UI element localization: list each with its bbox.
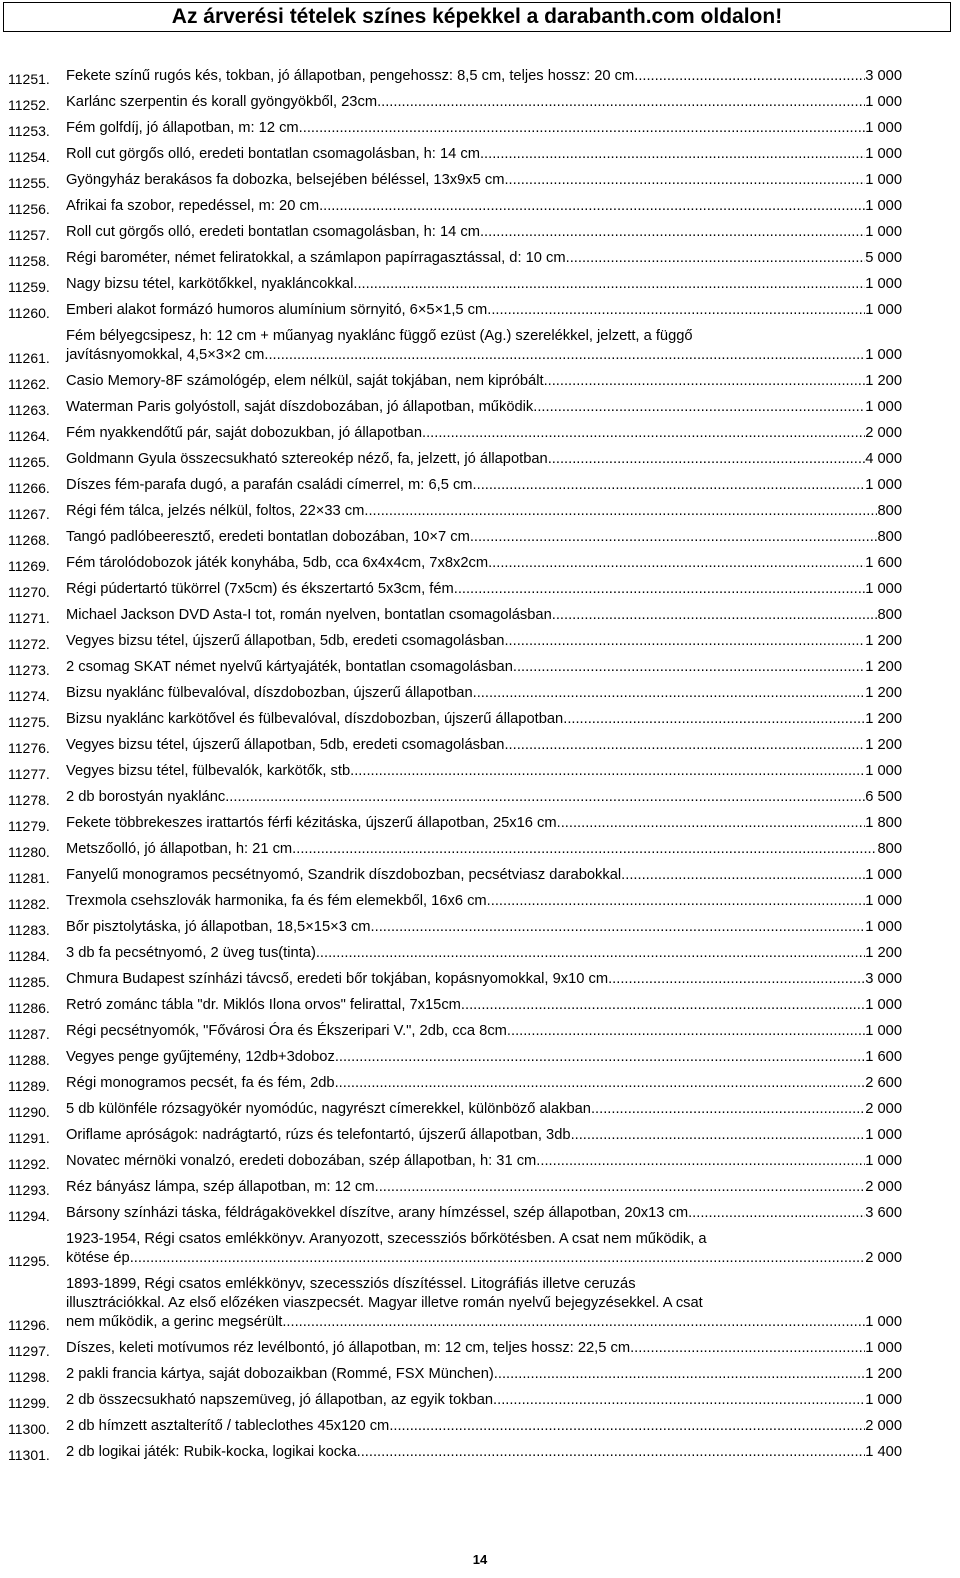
- auction-item: [0, 677, 960, 703]
- item-description: Fekete színű rugós kés, tokban, jó állapotban, pengehossz: 8,5 cm, teljes hossz: 20 cm: [66, 68, 635, 84]
- item-description: Díszes, keleti motívumos réz levélbontó, jó állapotban, m: 12 cm, teljes hossz: 22,5 cm: [66, 1340, 631, 1356]
- leader-dots: [493, 1391, 865, 1410]
- auction-item: [0, 1358, 960, 1384]
- item-number: 11300.: [8, 1421, 50, 1437]
- item-number: 11259.: [8, 279, 50, 295]
- item-description: Fanyelű monogramos pecsétnyomó, Szandrik díszdobozban, pecsétviasz darabokkal: [66, 867, 622, 883]
- item-number: 11264.: [8, 428, 50, 444]
- leader-dots: [377, 93, 865, 112]
- item-starting-price: 1 000: [865, 120, 902, 136]
- item-number: 11282.: [8, 896, 50, 912]
- item-description: Roll cut görgős olló, eredeti bontatlan csomagolásban, h: 14 cm: [66, 146, 480, 162]
- leader-dots: [473, 476, 866, 495]
- auction-item: [0, 320, 960, 365]
- item-starting-price: 1 000: [865, 763, 902, 779]
- item-starting-price: 1 200: [865, 373, 902, 389]
- item-number: 11285.: [8, 974, 50, 990]
- auction-item: [0, 1410, 960, 1436]
- item-starting-price: 1 000: [865, 1392, 902, 1408]
- item-number: 11275.: [8, 714, 50, 730]
- item-starting-price: 2 000: [865, 1250, 902, 1266]
- leader-dots: [552, 606, 878, 625]
- item-description-continued: nem működik, a gerinc megsérült.: [66, 1314, 287, 1330]
- item-description: Roll cut görgős olló, eredeti bontatlan csomagolásban, h: 14 cm: [66, 224, 480, 240]
- auction-item: [0, 651, 960, 677]
- item-number: 11261.: [8, 350, 50, 366]
- item-starting-price: 1 800: [865, 815, 902, 831]
- leader-dots: [316, 944, 865, 963]
- item-starting-price: 1 000: [865, 94, 902, 110]
- item-starting-price: 1 200: [865, 685, 902, 701]
- auction-item: [0, 1268, 960, 1332]
- item-starting-price: 800: [877, 529, 902, 545]
- leader-dots: [299, 119, 866, 138]
- item-description: Bizsu nyaklánc fülbevalóval, díszdobozban, újszerű állapotban: [66, 685, 473, 701]
- auction-item: [0, 781, 960, 807]
- auction-item: [0, 294, 960, 320]
- item-starting-price: 1 000: [865, 919, 902, 935]
- item-starting-price: 800: [877, 607, 902, 623]
- auction-item: [0, 60, 960, 86]
- auction-item: [0, 1223, 960, 1268]
- item-description: Vegyes penge gyűjtemény, 12db+3doboz: [66, 1049, 335, 1065]
- auction-item: [0, 911, 960, 937]
- leader-dots: [563, 710, 865, 729]
- item-description: 3 db fa pecsétnyomó, 2 üveg tus(tinta): [66, 945, 316, 961]
- auction-item: [0, 417, 960, 443]
- item-starting-price: 1 200: [865, 711, 902, 727]
- leader-dots: [621, 866, 865, 885]
- item-starting-price: 1 000: [865, 347, 902, 363]
- item-description: Bársony színházi táska, féldrágakövekkel díszítve, arany hímzéssel, szép állapotban, 20x13 cm: [66, 1205, 689, 1221]
- item-description: Retró zománc tábla "dr. Miklós Ilona orvos" felirattal, 7x15cm: [66, 997, 461, 1013]
- item-number: 11286.: [8, 1000, 50, 1016]
- item-description: 5 db különféle rózsagyökér nyomódúc, nagyrészt címerekkel, különböző alakban: [66, 1101, 591, 1117]
- leader-dots: [513, 658, 865, 677]
- item-number: 11279.: [8, 818, 50, 834]
- item-number: 11297.: [8, 1343, 50, 1359]
- item-starting-price: 1 000: [865, 893, 902, 909]
- item-description: Chmura Budapest színházi távcső, eredeti bőr tokjában, kopásnyomokkal, 9x10 cm: [66, 971, 609, 987]
- item-starting-price: 2 000: [865, 1179, 902, 1195]
- item-description: Vegyes bizsu tétel, fülbevalók, karkötők, stb.: [66, 763, 355, 779]
- leader-dots: [292, 840, 877, 859]
- leader-dots: [225, 788, 865, 807]
- item-starting-price: 5 000: [865, 250, 902, 266]
- item-number: 11265.: [8, 454, 50, 470]
- leader-dots: [480, 223, 865, 242]
- item-description-continued: kötése ép: [66, 1250, 130, 1266]
- leader-dots: [504, 736, 865, 755]
- item-number: 11296.: [8, 1317, 50, 1333]
- auction-item: [0, 1197, 960, 1223]
- site-banner: Az árverési tételek színes képekkel a darabanth.com oldalon!: [3, 2, 951, 32]
- auction-item: [0, 138, 960, 164]
- item-starting-price: 3 600: [865, 1205, 902, 1221]
- auction-item: [0, 112, 960, 138]
- item-number: 11262.: [8, 376, 50, 392]
- leader-dots: [557, 814, 866, 833]
- item-description: Fém tárolódobozok játék konyhába, 5db, cca 6x4x4cm, 7x8x2cm: [66, 555, 489, 571]
- leader-dots: [488, 554, 865, 573]
- auction-item: [0, 1384, 960, 1410]
- item-number: 11272.: [8, 636, 50, 652]
- leader-dots: [422, 424, 865, 443]
- leader-dots: [688, 1204, 865, 1223]
- auction-item: [0, 1041, 960, 1067]
- item-starting-price: 1 000: [865, 146, 902, 162]
- leader-dots: [371, 918, 866, 937]
- auction-item: [0, 365, 960, 391]
- item-starting-price: 2 000: [865, 1418, 902, 1434]
- item-starting-price: 1 000: [865, 477, 902, 493]
- item-number: 11301.: [8, 1447, 50, 1463]
- item-number: 11274.: [8, 688, 50, 704]
- auction-item: [0, 1119, 960, 1145]
- auction-item: [0, 1093, 960, 1119]
- item-description: Tangó padlóbeeresztő, eredeti bontatlan dobozában, 10×7 cm: [66, 529, 470, 545]
- item-description-continued: javításnyomokkal, 4,5×3×2 cm: [66, 347, 265, 363]
- item-starting-price: 1 000: [865, 172, 902, 188]
- item-description: Novatec mérnöki vonalzó, eredeti dobozában, szép állapotban, h: 31 cm: [66, 1153, 537, 1169]
- item-number: 11263.: [8, 402, 50, 418]
- item-starting-price: 1 000: [865, 224, 902, 240]
- leader-dots: [571, 1126, 866, 1145]
- auction-item: [0, 443, 960, 469]
- leader-dots: [566, 249, 866, 268]
- item-starting-price: 800: [877, 841, 902, 857]
- leader-dots: [335, 1048, 865, 1067]
- item-starting-price: 1 000: [865, 1340, 902, 1356]
- leader-dots: [536, 1152, 865, 1171]
- leader-dots: [335, 1074, 866, 1093]
- item-description-continued: illusztrációkkal. Az első előzéken viaszpecsét. Magyar illetve román nyelvű bejegyzésekkel. A csat: [66, 1295, 703, 1311]
- item-description: Casio Memory-8F számológép, elem nélkül, saját tokjában, nem kipróbált: [66, 373, 544, 389]
- item-number: 11269.: [8, 558, 50, 574]
- item-starting-price: 1 600: [865, 555, 902, 571]
- auction-item: [0, 1332, 960, 1358]
- item-number: 11292.: [8, 1156, 50, 1172]
- leader-dots: [504, 632, 865, 651]
- item-number: 11287.: [8, 1026, 50, 1042]
- item-description: Réz bányász lámpa, szép állapotban, m: 12 cm: [66, 1179, 375, 1195]
- leader-dots: [634, 67, 865, 86]
- item-description: 2 csomag SKAT német nyelvű kártyajáték, bontatlan csomagolásban: [66, 659, 513, 675]
- item-starting-price: 1 200: [865, 659, 902, 675]
- leader-dots: [480, 145, 865, 164]
- leader-dots: [487, 301, 865, 320]
- item-description: Oriflame apróságok: nadrágtartó, rúzs és telefontartó, újszerű állapotban, 3db: [66, 1127, 571, 1143]
- item-starting-price: 1 000: [865, 997, 902, 1013]
- item-description: Emberi alakot formázó humoros alumínium sörnyitó, 6×5×1,5 cm: [66, 302, 488, 318]
- item-number: 11273.: [8, 662, 50, 678]
- auction-item: [0, 729, 960, 755]
- auction-item: [0, 599, 960, 625]
- item-number: 11294.: [8, 1208, 50, 1224]
- item-number: 11254.: [8, 149, 50, 165]
- item-description: Bizsu nyaklánc karkötővel és fülbevalóval, díszdobozban, újszerű állapotban: [66, 711, 564, 727]
- item-description: Fekete többrekeszes irattartós férfi kézitáska, újszerű állapotban, 25x16 cm: [66, 815, 557, 831]
- item-starting-price: 1 000: [865, 867, 902, 883]
- leader-dots: [591, 1100, 865, 1119]
- item-number: 11271.: [8, 610, 50, 626]
- item-description: Michael Jackson DVD Asta-I tot, román nyelven, bontatlan csomagolásban: [66, 607, 552, 623]
- item-description: Vegyes bizsu tétel, újszerű állapotban, 5db, eredeti csomagolásban: [66, 737, 505, 753]
- item-description: Goldmann Gyula összecsukható sztereokép néző, fa, jelzett, jó állapotban: [66, 451, 548, 467]
- item-starting-price: 1 000: [865, 1023, 902, 1039]
- item-description: Fém bélyegcsipesz, h: 12 cm + műanyag nyaklánc függő ezüst (Ag.) szerelékkel, jelzett, a függő: [66, 328, 693, 344]
- item-number: 11278.: [8, 792, 50, 808]
- item-description: 2 db borostyán nyaklánc: [66, 789, 226, 805]
- item-number: 11257.: [8, 227, 50, 243]
- item-number: 11276.: [8, 740, 50, 756]
- auction-item: [0, 703, 960, 729]
- item-number: 11270.: [8, 584, 50, 600]
- item-starting-price: 1 000: [865, 302, 902, 318]
- item-number: 11288.: [8, 1052, 50, 1068]
- item-description: Régi barométer, német feliratokkal, a számlapon papírragasztással, d: 10 cm: [66, 250, 566, 266]
- item-starting-price: 1 200: [865, 633, 902, 649]
- item-starting-price: 1 000: [865, 1127, 902, 1143]
- item-number: 11258.: [8, 253, 50, 269]
- auction-item: [0, 1067, 960, 1093]
- item-starting-price: 6 500: [865, 789, 902, 805]
- auction-item: [0, 963, 960, 989]
- leader-dots: [319, 197, 865, 216]
- leader-dots: [357, 1443, 866, 1462]
- leader-dots: [494, 1365, 865, 1384]
- item-starting-price: 1 400: [865, 1444, 902, 1460]
- item-number: 11298.: [8, 1369, 50, 1385]
- auction-item: [0, 807, 960, 833]
- item-starting-price: 1 200: [865, 945, 902, 961]
- item-number: 11260.: [8, 305, 50, 321]
- item-description: 2 db logikai játék: Rubik-kocka, logikai kocka: [66, 1444, 357, 1460]
- item-number: 11256.: [8, 201, 50, 217]
- page-number: 14: [472, 1552, 488, 1567]
- leader-dots: [630, 1339, 865, 1358]
- item-number: 11289.: [8, 1078, 50, 1094]
- auction-item: [0, 242, 960, 268]
- item-number: 11284.: [8, 948, 50, 964]
- item-starting-price: 1 000: [865, 581, 902, 597]
- item-starting-price: 2 000: [865, 425, 902, 441]
- item-description: 2 pakli francia kártya, saját dobozaikban (Rommé, FSX München): [66, 1366, 494, 1382]
- leader-dots: [454, 580, 866, 599]
- item-starting-price: 1 000: [865, 1153, 902, 1169]
- auction-item: [0, 1015, 960, 1041]
- leader-dots: [504, 171, 865, 190]
- auction-item: [0, 164, 960, 190]
- auction-item: [0, 495, 960, 521]
- leader-dots: [364, 502, 877, 521]
- auction-item: [0, 268, 960, 294]
- item-number: 11290.: [8, 1104, 50, 1120]
- leader-dots: [470, 528, 878, 547]
- item-starting-price: 2 000: [865, 1101, 902, 1117]
- item-description: 2 db összecsukható napszemüveg, jó állapotban, az egyik tokban: [66, 1392, 494, 1408]
- item-description: Afrikai fa szobor, repedéssel, m: 20 cm: [66, 198, 320, 214]
- item-number: 11266.: [8, 480, 50, 496]
- auction-item: [0, 989, 960, 1015]
- item-starting-price: 1 000: [865, 1314, 902, 1330]
- auction-item: [0, 625, 960, 651]
- leader-dots: [608, 970, 865, 989]
- item-description: Régi monogramos pecsét, fa és fém, 2db: [66, 1075, 335, 1091]
- item-number: 11252.: [8, 97, 50, 113]
- auction-item: [0, 1145, 960, 1171]
- item-starting-price: 800: [877, 503, 902, 519]
- item-description: Fém golfdíj, jó állapotban, m: 12 cm: [66, 120, 299, 136]
- item-description: Vegyes bizsu tétel, újszerű állapotban, 5db, eredeti csomagolásban: [66, 633, 505, 649]
- item-description: Nagy bizsu tétel, karkötőkkel, nyakláncokkal: [66, 276, 354, 292]
- item-number: 11293.: [8, 1182, 50, 1198]
- item-description: 1893-1899, Régi csatos emlékkönyv, szecessziós díszítéssel. Litográfiás illetve ceruzás: [66, 1276, 636, 1292]
- auction-item: [0, 1436, 960, 1462]
- item-starting-price: 3 000: [865, 68, 902, 84]
- leader-dots: [130, 1249, 866, 1268]
- item-number: 11299.: [8, 1395, 50, 1411]
- item-starting-price: 1 000: [865, 198, 902, 214]
- leader-dots: [354, 762, 865, 781]
- auction-item: [0, 190, 960, 216]
- item-description: 1923-1954, Régi csatos emlékkönyv. Aranyozott, szecessziós bőrkötésben. A csat nem működik, a: [66, 1231, 707, 1247]
- item-number: 11277.: [8, 766, 50, 782]
- auction-item: [0, 885, 960, 911]
- auction-item: [0, 391, 960, 417]
- item-number: 11268.: [8, 532, 50, 548]
- item-description: Trexmola csehszlovák harmonika, fa és fém elemekből, 16x6 cm: [66, 893, 487, 909]
- auction-item: [0, 859, 960, 885]
- leader-dots: [533, 398, 865, 417]
- item-number: 11280.: [8, 844, 50, 860]
- auction-item: [0, 937, 960, 963]
- item-starting-price: 4 000: [865, 451, 902, 467]
- item-description: Régi púdertartó tükörrel (7x5cm) és ékszertartó 5x3cm, fém: [66, 581, 454, 597]
- item-starting-price: 1 600: [865, 1049, 902, 1065]
- item-starting-price: 1 000: [865, 399, 902, 415]
- leader-dots: [375, 1178, 866, 1197]
- item-description: Bőr pisztolytáska, jó állapotban, 18,5×15×3 cm: [66, 919, 371, 935]
- leader-dots: [286, 1313, 865, 1332]
- item-number: 11267.: [8, 506, 50, 522]
- item-number: 11281.: [8, 870, 50, 886]
- item-description: Gyöngyház berakásos fa dobozka, belsejében béléssel, 13x9x5 cm: [66, 172, 505, 188]
- item-number: 11251.: [8, 71, 50, 87]
- item-description: Díszes fém-parafa dugó, a parafán családi címerrel, m: 6,5 cm: [66, 477, 473, 493]
- auction-item: [0, 573, 960, 599]
- leader-dots: [507, 1022, 865, 1041]
- leader-dots: [473, 684, 866, 703]
- item-number: 11291.: [8, 1130, 50, 1146]
- auction-item-list: [0, 60, 960, 1462]
- item-description: Karlánc szerpentin és korall gyöngyökből, 23cm: [66, 94, 378, 110]
- item-description: Régi pecsétnyomók, "Fővárosi Óra és Ékszeripari V.", 2db, cca 8cm: [66, 1023, 507, 1039]
- item-starting-price: 1 200: [865, 1366, 902, 1382]
- item-number: 11255.: [8, 175, 50, 191]
- item-description: Fém nyakkendőtű pár, saját dobozukban, jó állapotban: [66, 425, 423, 441]
- leader-dots: [461, 996, 865, 1015]
- item-starting-price: 2 600: [865, 1075, 902, 1091]
- item-description: Metszőolló, jó állapotban, h: 21 cm: [66, 841, 293, 857]
- leader-dots: [487, 892, 866, 911]
- item-number: 11295.: [8, 1253, 50, 1269]
- item-starting-price: 3 000: [865, 971, 902, 987]
- auction-item: [0, 521, 960, 547]
- item-number: 11253.: [8, 123, 50, 139]
- item-number: 11283.: [8, 922, 50, 938]
- leader-dots: [544, 372, 866, 391]
- leader-dots: [353, 275, 865, 294]
- auction-item: [0, 216, 960, 242]
- auction-item: [0, 547, 960, 573]
- auction-item: [0, 833, 960, 859]
- leader-dots: [389, 1417, 865, 1436]
- leader-dots: [264, 346, 865, 365]
- auction-item: [0, 1171, 960, 1197]
- leader-dots: [548, 450, 866, 469]
- item-description: Waterman Paris golyóstoll, saját díszdobozában, jó állapotban, működik: [66, 399, 534, 415]
- item-description: Régi fém tálca, jelzés nélkül, foltos, 22×33 cm: [66, 503, 365, 519]
- auction-item: [0, 755, 960, 781]
- auction-item: [0, 469, 960, 495]
- item-starting-price: 1 000: [865, 276, 902, 292]
- item-starting-price: 1 200: [865, 737, 902, 753]
- item-description: 2 db hímzett asztalterítő / tableclothes 45x120 cm: [66, 1418, 390, 1434]
- auction-item: [0, 86, 960, 112]
